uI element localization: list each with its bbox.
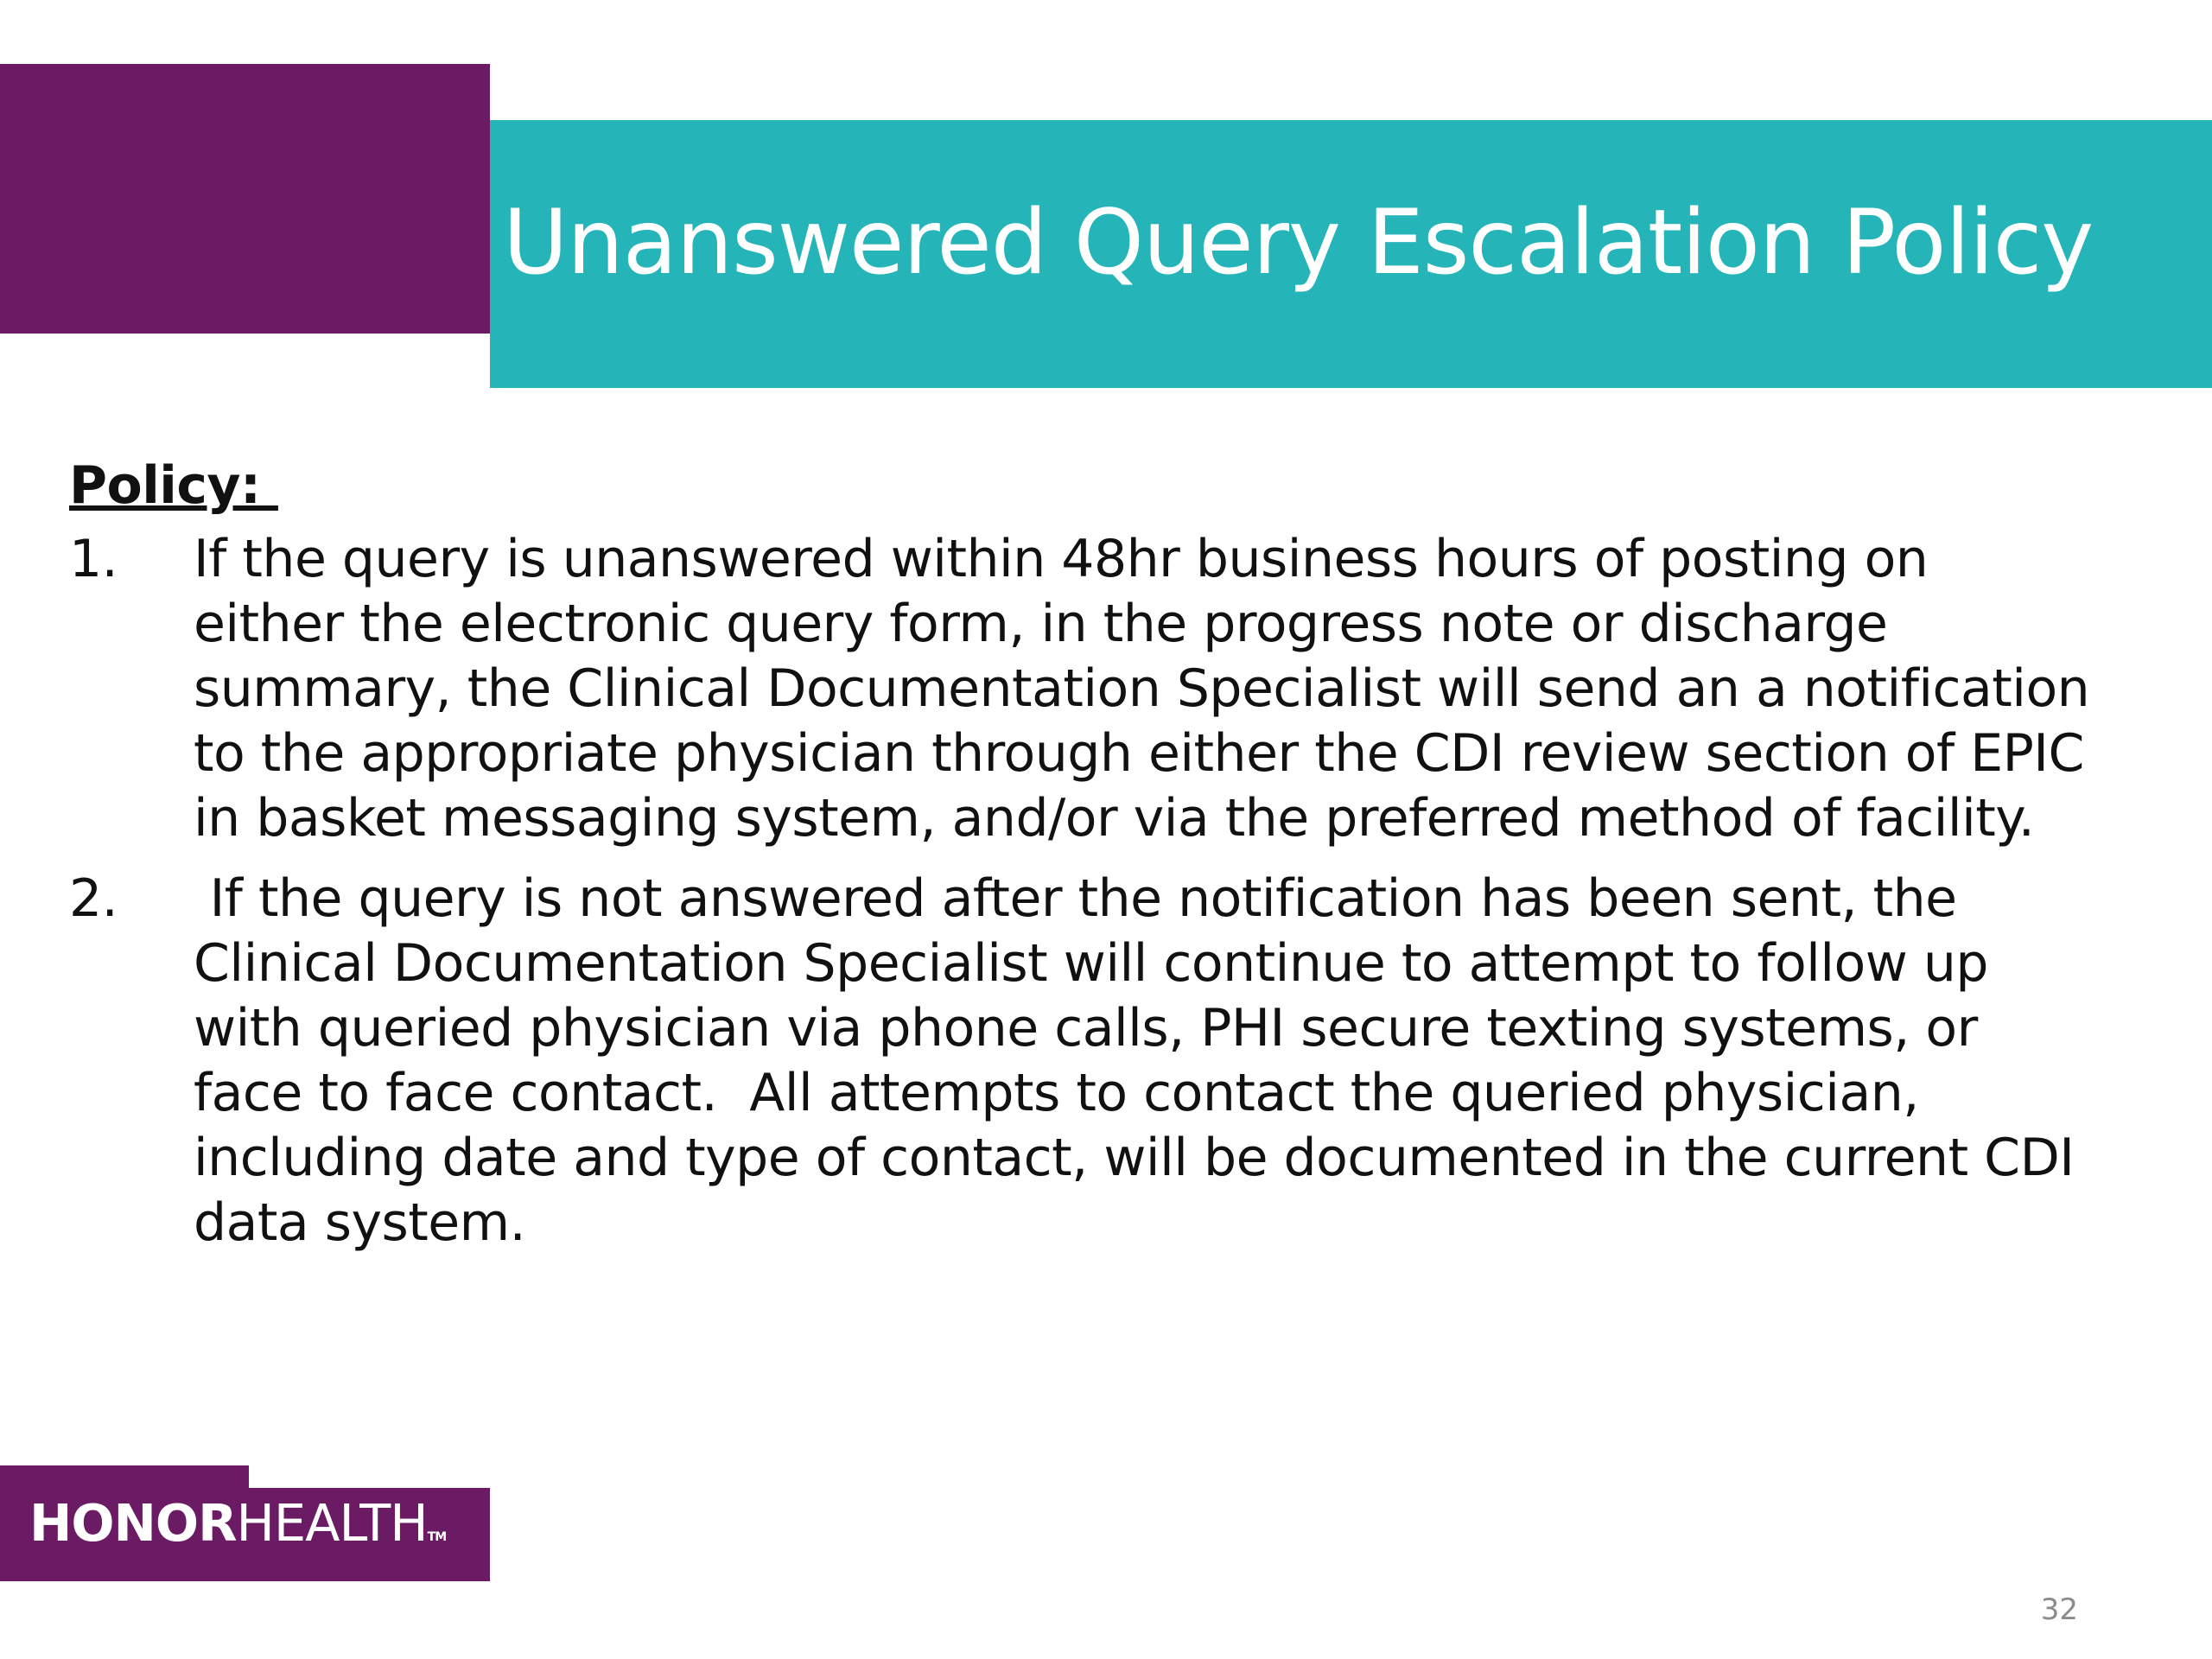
- slide-title: Unanswered Query Escalation Policy: [503, 191, 2094, 295]
- logo-notch: [249, 1465, 490, 1488]
- header-purple-block: [0, 64, 490, 334]
- slide-content: [69, 454, 2106, 1271]
- policy-item-number: 1.: [69, 529, 118, 589]
- logo-text-honor: HONOR: [29, 1493, 237, 1553]
- policy-item-2: [69, 867, 2091, 1255]
- policy-item-text: If the query is not answered after the notification has been sent, the Clinical Documentation Specialist will continue to attempt to follow up with queried physician via phone calls, PHI secure texting systems, or face to face contact. All attempts to contact the queried physician, including date and type of contact, will be documented in the current CDI data system.: [194, 868, 2091, 1253]
- logo-text-health: HEALTH: [236, 1493, 428, 1553]
- logo-trademark: TM: [427, 1530, 447, 1544]
- page-number: 32: [2040, 1592, 2078, 1627]
- policy-item-1: [69, 527, 2106, 851]
- policy-heading: Policy:: [69, 455, 278, 516]
- policy-item-text: If the query is unanswered within 48hr business hours of posting on either the electronic query form, in the progress note or discharge summary, the Clinical Documentation Specialist will send an a notification to the appropriate physician through either the CDI review section of EPIC in basket messaging system, and/or via the preferred method of facility.: [194, 529, 2106, 849]
- logo-wordmark: [29, 1493, 446, 1567]
- policy-item-number: 2.: [69, 868, 118, 929]
- policy-list: [69, 527, 2106, 1255]
